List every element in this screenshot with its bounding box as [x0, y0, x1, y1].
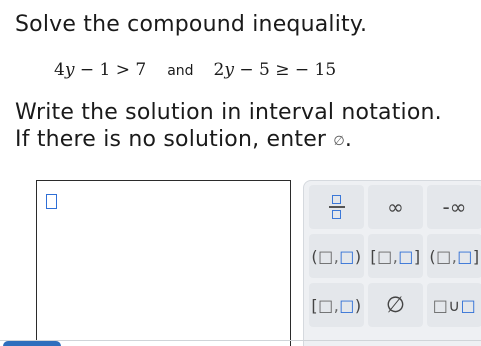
- closed-closed-interval-icon: [□,□]: [370, 246, 421, 266]
- open-closed-interval-key[interactable]: [427, 234, 481, 278]
- instruction-line-1: Write the solution in interval notation.: [15, 100, 442, 125]
- footer-button[interactable]: [3, 341, 61, 346]
- inequality-left-var: y: [64, 60, 75, 80]
- inequality-right: [214, 60, 337, 80]
- empty-set-key[interactable]: ∅: [368, 283, 423, 327]
- inequality-right-rest: − 5 ≥ − 15: [233, 60, 337, 80]
- problem-prompt: Solve the compound inequality.: [15, 12, 368, 37]
- union-icon: □∪□: [432, 295, 477, 315]
- closed-open-interval-icon: [□,□): [311, 295, 362, 315]
- fraction-key[interactable]: [309, 185, 364, 229]
- fraction-icon: [329, 195, 345, 219]
- closed-open-interval-key[interactable]: [309, 283, 364, 327]
- answer-input[interactable]: [36, 180, 291, 346]
- infinity-key[interactable]: ∞: [368, 185, 423, 229]
- footer-divider: [0, 340, 481, 341]
- instructions: [15, 99, 442, 156]
- instruction-line-2: If there is no solution, enter: [15, 127, 327, 152]
- inequality-left-rest: − 1 > 7: [74, 60, 147, 80]
- union-key[interactable]: [427, 283, 481, 327]
- open-open-interval-key[interactable]: [309, 234, 364, 278]
- inequality-left-coef: 4: [54, 60, 65, 80]
- empty-set-symbol-inline: ∅: [333, 134, 345, 149]
- math-keypad: [303, 180, 481, 346]
- compound-inequality: [54, 60, 336, 80]
- instruction-end: .: [344, 127, 353, 152]
- open-open-interval-icon: (□,□): [311, 246, 362, 266]
- inequality-left: [54, 60, 146, 80]
- open-closed-interval-icon: (□,□]: [429, 246, 480, 266]
- inequality-right-var: y: [224, 60, 234, 80]
- inequality-right-coef: 2: [213, 60, 225, 80]
- conjunction-and: and: [167, 63, 194, 79]
- closed-closed-interval-key[interactable]: [368, 234, 423, 278]
- negative-infinity-key[interactable]: -∞: [427, 185, 481, 229]
- answer-placeholder-box[interactable]: [46, 194, 57, 209]
